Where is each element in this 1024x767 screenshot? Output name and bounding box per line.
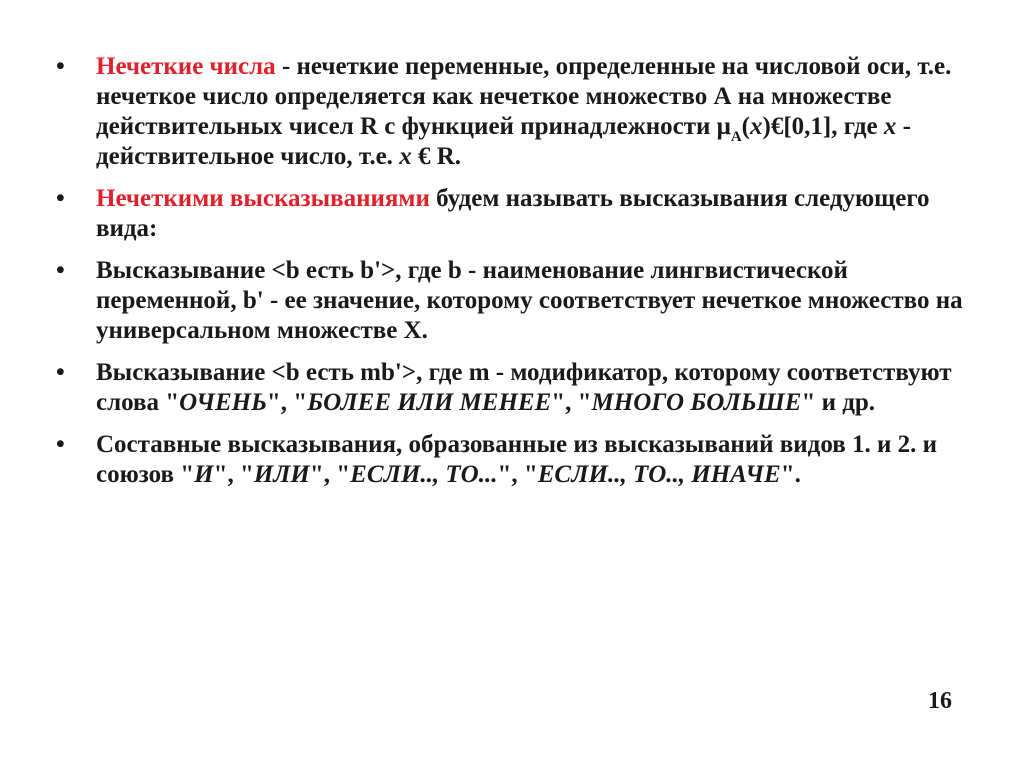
modifier-word: МНОГО БОЛЬШЕ: [591, 389, 802, 416]
bullet-marker: •: [56, 53, 65, 80]
modifier-word: БОЛЕЕ ИЛИ МЕНЕЕ: [307, 389, 552, 416]
definition-text: - действительное число, т.е.: [96, 113, 911, 170]
definition-text: Составные высказывания, образованные из высказываний видов 1. и 2. и союзов ": [96, 431, 938, 488]
conjunction-word: ЕСЛИ.., ТО.., ИНАЧЕ: [537, 461, 781, 488]
paren-open: (: [741, 113, 750, 140]
term-fuzzy-numbers: Нечеткие числа: [96, 53, 276, 80]
bullet-list: [56, 52, 966, 502]
bullet-marker: •: [56, 359, 65, 386]
definition-text: будем называть высказывания следующего вида:: [96, 185, 930, 242]
bullet-statement-type-2: [56, 358, 966, 418]
bullet-compound-statements: [56, 430, 966, 490]
term-fuzzy-statements: Нечеткими высказываниями: [96, 185, 430, 212]
definition-text: Высказывание <b есть b'>, где b - наименование лингвистической переменной, b' - ее значение, которому соответствует нечеткое множество на универсальном множестве X.: [96, 257, 963, 344]
separator-text: ", ": [497, 461, 538, 488]
bullet-statement-type-1: [56, 256, 966, 346]
variable-x: x: [883, 113, 897, 140]
definition-text: € R.: [411, 143, 461, 170]
separator-text: ".: [780, 461, 801, 488]
definition-text: Высказывание <b есть mb'>, где m - модификатор, которому соответствуют слова ": [96, 359, 952, 416]
conjunction-word: И: [194, 461, 214, 488]
definition-text: )€[0,1], где: [762, 113, 884, 140]
separator-text: ", ": [266, 389, 308, 416]
bullet-marker: •: [56, 431, 65, 458]
separator-text: ", ": [551, 389, 592, 416]
separator-text: ", ": [309, 461, 351, 488]
definition-text: - нечеткие переменные, определенные на числовой оси, т.е. нечеткое число определяется как нечеткое множество А на множестве действительных чисел R с функцией принадлежности μ: [96, 53, 952, 140]
subscript-a: A: [730, 129, 742, 145]
conjunction-word: ИЛИ: [253, 461, 310, 488]
variable-x: x: [750, 113, 763, 140]
variable-x: x: [399, 143, 412, 170]
definition-text: " и др.: [801, 389, 876, 416]
bullet-fuzzy-statements: [56, 184, 966, 244]
separator-text: ", ": [213, 461, 254, 488]
bullet-marker: •: [56, 257, 65, 284]
slide-number: 16: [928, 688, 952, 714]
bullet-marker: •: [56, 185, 65, 212]
conjunction-word: ЕСЛИ.., ТО...: [350, 461, 498, 488]
bullet-fuzzy-numbers: [56, 52, 966, 172]
modifier-word: ОЧЕНЬ: [179, 389, 267, 416]
